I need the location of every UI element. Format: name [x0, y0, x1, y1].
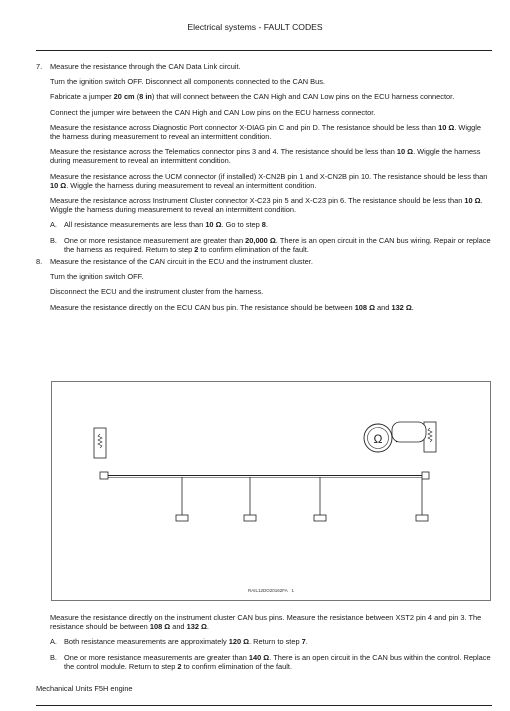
cluster-connector — [422, 472, 429, 479]
step-title: Measure the resistance through the CAN Data Link circuit. — [50, 62, 241, 71]
branch-connector — [176, 515, 188, 521]
step-8-paragraph: Measure the resistance directly on the ECU CAN bus pin. The resistance should be between 108 Ω and 132 Ω. — [50, 302, 414, 312]
main-content — [36, 62, 492, 318]
step-8-paragraph: Measure the resistance directly on the instrument cluster CAN bus pins. Measure the resistance between XST2 pin 4 and pin 3. The resistance should be between 108 Ω and 132 Ω. — [50, 613, 482, 632]
step-8-heading — [36, 257, 492, 266]
ohm-symbol: Ω — [373, 432, 383, 446]
branch-connector — [244, 515, 256, 521]
ecu-connector — [100, 472, 108, 479]
step-number: 8. — [36, 257, 43, 267]
step-7-paragraph: Measure the resistance across Diagnostic Port connector X-DIAG pin C and pin D. The resistance should be less than 10 Ω. Wiggle the harness during measurement to reveal an intermittent condition. — [50, 122, 481, 142]
meter-probe-clamp — [392, 422, 426, 442]
step-7-option-a: A. All resistance measurements are less than 10 Ω. Go to step 8. — [50, 220, 268, 230]
post-figure-content — [36, 613, 492, 671]
step-7-option-b: B. One or more resistance measurement are greater than 20,000 Ω. There is an open circuit in the CAN bus wiring. Repair or replace the harness as required. Return to step 2 to confirm elimination of the fault. — [50, 235, 491, 254]
step-7-paragraph: Fabricate a jumper 20 cm (8 in) that will connect between the CAN High and CAN Low pins on the ECU harness connector. — [50, 92, 455, 102]
step-7-paragraph: Connect the jumper wire between the CAN High and CAN Low pins on the ECU harness connector. — [50, 107, 376, 117]
step-8-option-b: B. One or more resistance measurements are greater than 140 Ω. There is an open circuit in the CAN bus within the control. Replace the control module. Return to step 2 to confirm elimination of the fault. — [50, 652, 491, 671]
step-7-heading — [36, 62, 492, 71]
branch-connector — [416, 515, 428, 521]
step-8-paragraph: Disconnect the ECU and the instrument cluster from the harness. — [50, 287, 264, 297]
figure-id-label: RAIL12DO20162FA 1 — [247, 588, 295, 593]
step-7-paragraph: Measure the resistance across the UCM connector (if installed) X-CN2B pin 1 and X-CN2B pin 10. The resistance should be less than 10 Ω. Wiggle the harness during measurement to reveal an intermittent condition. — [50, 171, 488, 190]
step-number: 7. — [36, 62, 43, 71]
footer-rule — [36, 705, 492, 706]
can-bus-diagram — [51, 381, 491, 601]
step-7-paragraph: Measure the resistance across the Telematics connector pins 3 and 4. The resistance should be less than 10 Ω. Wiggle the harness during measurement to reveal an intermittent condition. — [50, 147, 481, 166]
step-8-option-a: A. Both resistance measurements are approximately 120 Ω. Return to step 7. — [50, 637, 308, 647]
page-footer: Mechanical Units F5H engine — [36, 684, 133, 693]
step-title: Measure the resistance of the CAN circuit in the ECU and the instrument cluster. — [50, 257, 313, 267]
step-8-paragraph: Turn the ignition switch OFF. — [50, 272, 144, 282]
branch-connector — [314, 515, 326, 521]
wiring-diagram-svg — [52, 382, 492, 602]
bus-branches — [176, 477, 428, 521]
step-7-paragraph: Measure the resistance across Instrument Cluster connector X-C23 pin 5 and X-C23 pin 6. The resistance should be less than 10 Ω. Wiggle the harness during measurement to reveal an intermittent condition. — [50, 196, 483, 215]
step-7-paragraph: Turn the ignition switch OFF. Disconnect all components connected to the CAN Bus. — [50, 77, 325, 87]
header-rule — [36, 50, 492, 51]
page-header: Electrical systems - FAULT CODES — [187, 22, 323, 32]
